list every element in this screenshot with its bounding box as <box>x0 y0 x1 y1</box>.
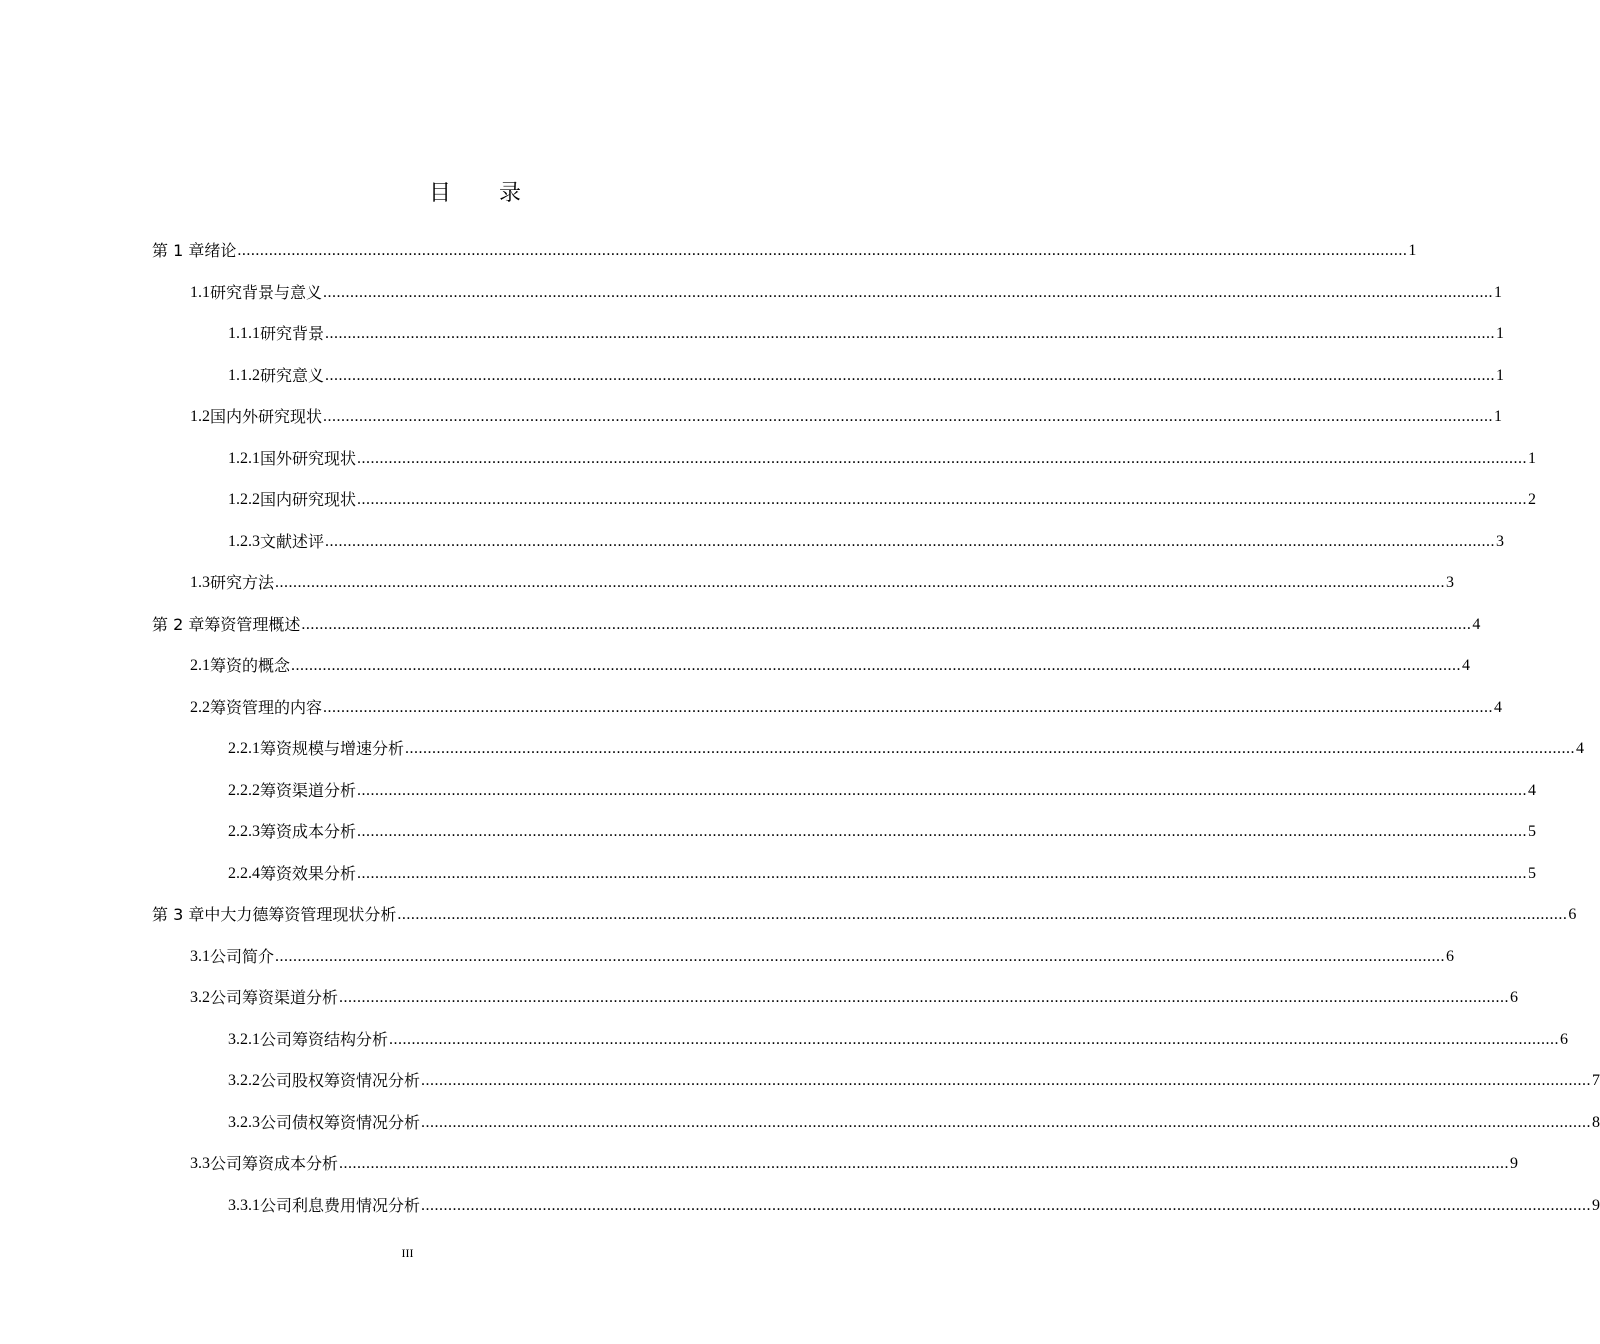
toc-entry-title: 国内研究现状 <box>260 490 357 509</box>
toc-dot-leader: .................................................................................................................................................................................................................................................................... <box>357 491 1528 508</box>
toc-entry-number: 3.2.2 <box>228 1072 260 1089</box>
toc-dot-leader: .................................................................................................................................................................................................................................................................... <box>323 698 1494 716</box>
toc-entry-page: 3 <box>1496 532 1505 550</box>
toc-entry-page: 6 <box>1446 947 1455 965</box>
toc-entry-title: 筹资成本分析 <box>260 822 357 841</box>
toc-entry-title: 筹资管理概述 <box>204 614 301 634</box>
toc-entry-page: 1 <box>1496 366 1505 384</box>
toc-entry[interactable] <box>228 486 1537 510</box>
toc-entry-page: 7 <box>1592 1072 1600 1089</box>
toc-entry-title: 公司筹资结构分析 <box>260 1029 389 1049</box>
toc-entry-number: 3.3 <box>190 1155 210 1172</box>
toc-entry[interactable] <box>228 1109 1600 1133</box>
toc-entry-title: 筹资规模与增速分析 <box>260 739 405 758</box>
toc-title-char: 录 <box>499 181 522 206</box>
toc-entry-title: 公司简介 <box>210 946 275 966</box>
toc-dot-leader: .................................................................................................................................................................................................................................................................... <box>357 864 1528 882</box>
toc-dot-leader: .................................................................................................................................................................................................................................................................... <box>421 1196 1592 1214</box>
toc-entry-title: 文献述评 <box>260 531 325 551</box>
toc-entry-title: 公司筹资渠道分析 <box>210 988 339 1007</box>
toc-entry-number: 1.3 <box>190 574 210 591</box>
toc-entry-number: 2.2.4 <box>228 864 260 882</box>
toc-entry-page: 6 <box>1568 906 1577 923</box>
toc-entry-title: 研究背景 <box>260 324 325 343</box>
toc-entry-page: 4 <box>1528 781 1537 799</box>
toc-entry[interactable] <box>228 1067 1600 1091</box>
toc-dot-leader: .................................................................................................................................................................................................................................................................... <box>323 283 1494 301</box>
toc-dot-leader: .................................................................................................................................................................................................................................................................... <box>325 532 1496 550</box>
toc-entry-number: 1.2.3 <box>228 532 260 550</box>
toc-entry[interactable] <box>190 984 1519 1008</box>
toc-dot-leader: .................................................................................................................................................................................................................................................................... <box>275 947 1446 965</box>
toc-entry-number: 2.2.2 <box>228 781 260 799</box>
toc-entry[interactable] <box>228 1026 1569 1050</box>
toc-entry[interactable] <box>228 528 1505 552</box>
toc-entry[interactable] <box>190 943 1455 967</box>
toc-entry[interactable] <box>190 694 1503 718</box>
toc-entry-page: 1 <box>1528 449 1537 467</box>
toc-entry-page: 9 <box>1592 1196 1600 1214</box>
toc-entry-page: 4 <box>1472 615 1481 633</box>
toc-entry-number: 1.2.1 <box>228 449 260 467</box>
toc-dot-leader: .................................................................................................................................................................................................................................................................... <box>339 1155 1510 1172</box>
toc-entry-page: 6 <box>1560 1030 1569 1048</box>
toc-entry-page: 8 <box>1592 1113 1600 1131</box>
toc-entry-title: 筹资渠道分析 <box>260 780 357 800</box>
toc-entry-title: 中大力德筹资管理现状分析 <box>204 905 397 924</box>
toc-entry-title: 公司筹资成本分析 <box>210 1154 339 1173</box>
toc-entry-number: 2.1 <box>190 657 210 674</box>
toc-entry-title: 公司利息费用情况分析 <box>260 1195 421 1215</box>
toc-title-char: 目 <box>428 181 451 206</box>
toc-entry[interactable] <box>228 860 1537 884</box>
toc-entry[interactable] <box>190 403 1503 427</box>
toc-entry[interactable] <box>228 1192 1600 1216</box>
toc-entry-number: 2.2 <box>190 698 210 716</box>
toc-entry-page: 1 <box>1494 408 1503 425</box>
toc-entry-number: 第 3 章 <box>152 905 205 924</box>
toc-dot-leader: .................................................................................................................................................................................................................................................................... <box>291 657 1462 674</box>
toc-entry[interactable] <box>190 1150 1519 1174</box>
toc-dot-leader: .................................................................................................................................................................................................................................................................... <box>357 781 1528 799</box>
toc-entry-number: 3.2 <box>190 989 210 1006</box>
toc-entry[interactable] <box>228 362 1505 386</box>
toc-dot-leader: .................................................................................................................................................................................................................................................................... <box>421 1113 1592 1131</box>
toc-dot-leader: .................................................................................................................................................................................................................................................................... <box>405 740 1576 757</box>
toc-entry-number: 3.2.1 <box>228 1030 260 1048</box>
toc-entry-number: 2.2.1 <box>228 740 260 757</box>
toc-dot-leader: .................................................................................................................................................................................................................................................................... <box>325 325 1496 342</box>
toc-entry-title: 公司债权筹资情况分析 <box>260 1112 421 1132</box>
toc-entry-number: 1.1.1 <box>228 325 260 342</box>
toc-entry-page: 3 <box>1446 574 1455 591</box>
toc-entry-title: 国内外研究现状 <box>210 407 323 426</box>
toc-entry-number: 第 2 章 <box>152 614 205 634</box>
toc-entry-number: 1.2 <box>190 408 210 425</box>
toc-entry[interactable] <box>228 777 1537 801</box>
toc-entry[interactable] <box>190 652 1471 676</box>
toc-entry[interactable] <box>228 320 1505 344</box>
toc-dot-leader: .................................................................................................................................................................................................................................................................... <box>237 242 1408 259</box>
toc-entry-page: 1 <box>1494 283 1503 301</box>
toc-entry-title: 公司股权筹资情况分析 <box>260 1071 421 1090</box>
toc-entry-number: 3.3.1 <box>228 1196 260 1214</box>
toc-title <box>0 176 950 207</box>
toc-dot-leader: .................................................................................................................................................................................................................................................................... <box>323 408 1494 425</box>
toc-entry-number: 1.1.2 <box>228 366 260 384</box>
toc-entry-title: 研究背景与意义 <box>210 282 323 302</box>
toc-entry-number: 第 1 章 <box>152 241 205 260</box>
toc-entry-number: 2.2.3 <box>228 823 260 840</box>
toc-entry-title: 研究意义 <box>260 365 325 385</box>
toc-entry-title: 筹资管理的内容 <box>210 697 323 717</box>
page-number: III <box>401 1246 414 1260</box>
toc-entry[interactable] <box>152 611 1481 635</box>
toc-dot-leader: .................................................................................................................................................................................................................................................................... <box>357 449 1528 467</box>
toc-entry-title: 研究方法 <box>210 573 275 592</box>
toc-dot-leader: .................................................................................................................................................................................................................................................................... <box>421 1072 1592 1089</box>
toc-entry-number: 1.2.2 <box>228 491 260 508</box>
toc-entry-page: 2 <box>1528 491 1537 508</box>
toc-dot-leader: .................................................................................................................................................................................................................................................................... <box>357 823 1528 840</box>
toc-entry-page: 5 <box>1528 823 1537 840</box>
toc-dot-leader: .................................................................................................................................................................................................................................................................... <box>301 615 1472 633</box>
toc-dot-leader: .................................................................................................................................................................................................................................................................... <box>389 1030 1560 1048</box>
toc-entry[interactable] <box>228 735 1585 759</box>
toc-entry-number: 3.1 <box>190 947 210 965</box>
toc-entry-page: 4 <box>1576 740 1585 757</box>
toc-entry-title: 国外研究现状 <box>260 448 357 468</box>
toc-entry-page: 1 <box>1408 242 1417 259</box>
toc-entry-title: 筹资效果分析 <box>260 863 357 883</box>
toc-entry-page: 1 <box>1496 325 1505 342</box>
toc-entry-title: 绪论 <box>204 241 237 260</box>
toc-entry-page: 6 <box>1510 989 1519 1006</box>
toc-dot-leader: .................................................................................................................................................................................................................................................................... <box>275 574 1446 591</box>
toc-entry-number: 1.1 <box>190 283 210 301</box>
toc-entry-title: 筹资的概念 <box>210 656 291 675</box>
toc-entry[interactable] <box>152 901 1577 925</box>
toc-entry[interactable] <box>190 569 1455 593</box>
toc-entry[interactable] <box>228 818 1537 842</box>
toc-entry-page: 4 <box>1462 657 1471 674</box>
toc-dot-leader: .................................................................................................................................................................................................................................................................... <box>397 906 1568 923</box>
toc-entry[interactable] <box>190 279 1503 303</box>
toc-dot-leader: .................................................................................................................................................................................................................................................................... <box>325 366 1496 384</box>
toc-entry-page: 9 <box>1510 1155 1519 1172</box>
toc-entry-number: 3.2.3 <box>228 1113 260 1131</box>
toc-entry[interactable] <box>152 237 1417 261</box>
toc-dot-leader: .................................................................................................................................................................................................................................................................... <box>339 989 1510 1006</box>
toc-entry[interactable] <box>228 445 1537 469</box>
toc-entry-page: 5 <box>1528 864 1537 882</box>
toc-entry-page: 4 <box>1494 698 1503 716</box>
